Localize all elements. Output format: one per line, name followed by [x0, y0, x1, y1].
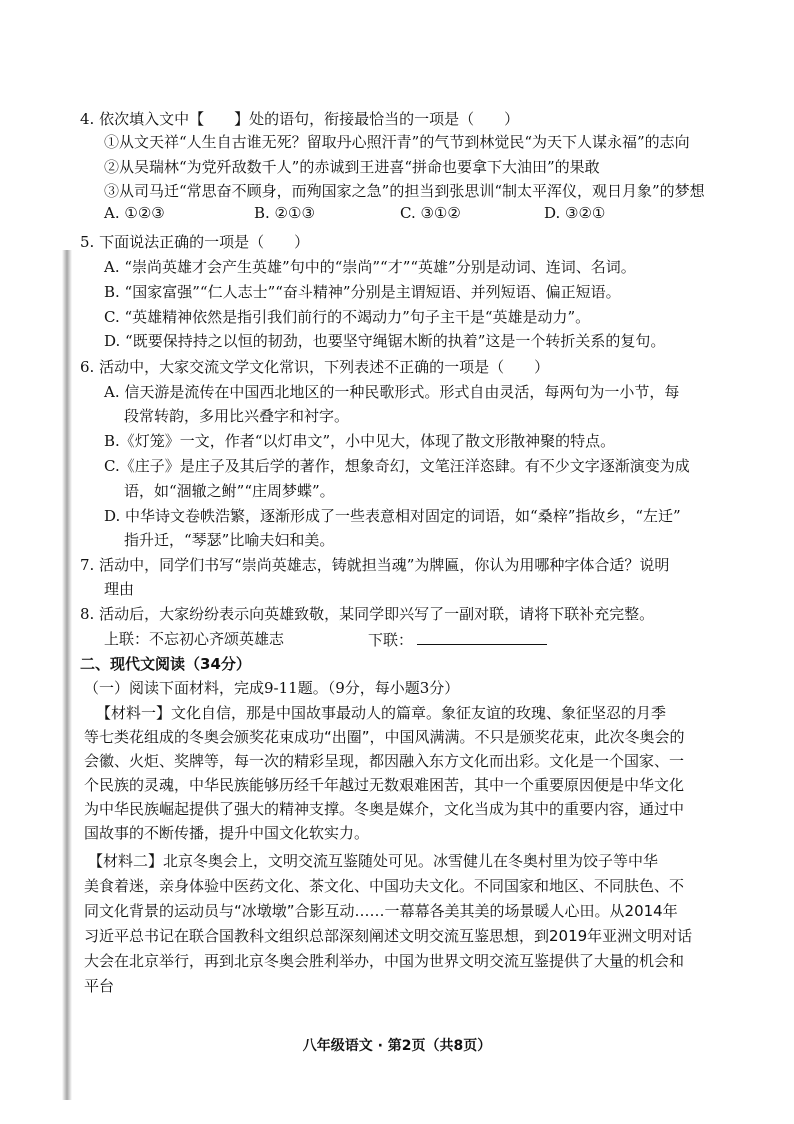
- material-1-line-6: 国故事的不断传播，提升中国文化软实力。: [84, 824, 370, 842]
- question-6-option-c-line2: 语，如“涸辙之鲋”“庄周梦蝶”。: [124, 482, 335, 500]
- material-1-line-5: 为中华民族崛起提供了强大的精神支撑。冬奥是媒介，文化当成为其中的重要内容，通过中: [84, 800, 685, 818]
- couplet-upper: 上联：不忘初心齐颂英雄志: [104, 630, 285, 648]
- question-8-stem: 8. 活动后，大家纷纷表示向英雄致敬，某同学即兴写了一副对联，请将下联补充完整。: [80, 605, 655, 623]
- question-5-stem: 5. 下面说法正确的一项是（ ）: [80, 233, 310, 251]
- question-4-option-b: B. ②①③: [254, 204, 315, 222]
- material-2-line-6: 平台: [84, 977, 115, 995]
- question-4-option-a: A. ①②③: [104, 204, 165, 222]
- question-7-stem-line2: 理由: [104, 580, 135, 598]
- material-1-line-4: 个民族的灵魂，中华民族能够历经千年越过无数艰难困苦，其中一个重要原因便是中华文化: [84, 776, 685, 794]
- question-5-option-a: A. “崇尚英雄才会产生英雄”句中的“崇尚”“才”“英雄”分别是动词、连词、名词。: [104, 258, 636, 276]
- section-2-instruction: （一）阅读下面材料，完成9-11题。（9分，每小题3分）: [84, 679, 460, 697]
- question-6-option-b: B.《灯笼》一文，作者“以灯串文”，小中见大，体现了散文形散神聚的特点。: [104, 432, 616, 450]
- page-footer: 八年级语文 · 第2页（共8页）: [302, 1038, 492, 1054]
- question-4-stem: 4. 依次填入文中【 】处的语句，衔接最恰当的一项是（ ）: [80, 110, 520, 128]
- material-1-line-2: 等七类花组成的冬奥会颁奖花束成功“出圈”，中国风满满。不只是颁奖花束，此次冬奥会的: [84, 728, 685, 746]
- question-6-option-d-line2: 指升迁，“琴瑟”比喻夫妇和美。: [124, 531, 335, 549]
- question-4-option-d: D. ③②①: [544, 204, 606, 222]
- question-6-option-c-line1: C.《庄子》是庄子及其后学的著作，想象奇幻，文笔汪洋恣肆。有不少文字逐渐演变为成: [104, 457, 690, 475]
- question-4-item-2: ②从吴瑞林“为党歼敌数千人”的赤诚到王进喜“拼命也要拿下大油田”的果敢: [104, 158, 600, 176]
- question-4-item-3: ③从司马迁“常思奋不顾身，而殉国家之急”的担当到张思训“制太平浑仪，观日月象”的梦想: [104, 182, 705, 200]
- couplet-lower-label: 下联：: [368, 631, 414, 649]
- material-2-line-3: 同文化背景的运动员与“冰墩墩”合影互动……一幕幕各美其美的场景暖人心田。从2014年: [84, 902, 678, 920]
- question-6-stem: 6. 活动中，大家交流文学文化常识，下列表述不正确的一项是（ ）: [80, 358, 550, 376]
- material-1-line-1: 【材料一】文化自信，那是中国故事最动人的篇章。象征友谊的玫瑰、象征坚忍的月季: [96, 704, 667, 722]
- material-2-line-4: 习近平总书记在联合国教科文组织总部深刻阐述文明交流互鉴思想，到2019年亚洲文明对话: [84, 927, 693, 945]
- question-5-option-d: D. “既要保持持之以恒的韧劲，也要坚守绳锯木断的执着”这是一个转折关系的复句。: [104, 332, 666, 350]
- couplet-lower: [368, 630, 547, 649]
- material-2-line-1: 【材料二】北京冬奥会上，文明交流互鉴随处可见。冰雪健儿在冬奥村里为饺子等中华: [88, 852, 659, 870]
- question-6-option-a-line2: 段常转韵，多用比兴叠字和衬字。: [124, 407, 350, 425]
- question-5-option-c: C. “英雄精神依然是指引我们前行的不竭动力”句子主干是“英雄是动力”。: [104, 308, 591, 326]
- couplet-lower-answer-blank[interactable]: [417, 630, 547, 645]
- scan-shadow: [62, 250, 72, 1100]
- question-4-option-c: C. ③①②: [400, 204, 461, 222]
- question-5-option-b: B. “国家富强”“仁人志士”“奋斗精神”分别是主谓短语、并列短语、偏正短语。: [104, 283, 621, 301]
- question-6-option-a-line1: A. 信天游是流传在中国西北地区的一种民歌形式。形式自由灵活，每两句为一小节，每: [104, 383, 680, 401]
- material-1-line-3: 会徽、火炬、奖牌等，每一次的精彩呈现，都因融入东方文化而出彩。文化是一个国家、一: [84, 752, 685, 770]
- question-6-option-d-line1: D. 中华诗文卷帙浩繁，逐渐形成了一些表意相对固定的词语，如“桑梓”指故乡，“左迁”: [104, 507, 681, 525]
- section-2-title: 二、现代文阅读（34分）: [80, 655, 251, 673]
- question-4-item-1: ①从文天祥“人生自古谁无死？留取丹心照汗青”的气节到林觉民“为天下人谋永福”的志向: [104, 133, 690, 151]
- question-7-stem-line1: 7. 活动中，同学们书写“崇尚英雄志，铸就担当魂”为牌匾，你认为用哪种字体合适？说明: [80, 556, 670, 574]
- material-2-line-2: 美食着迷，亲身体验中医药文化、茶文化、中国功夫文化。不同国家和地区、不同肤色、不: [84, 877, 685, 895]
- material-2-line-5: 大会在北京举行，再到北京冬奥会胜利举办，中国为世界文明交流互鉴提供了大量的机会和: [84, 952, 685, 970]
- question-4-choices: [104, 204, 664, 222]
